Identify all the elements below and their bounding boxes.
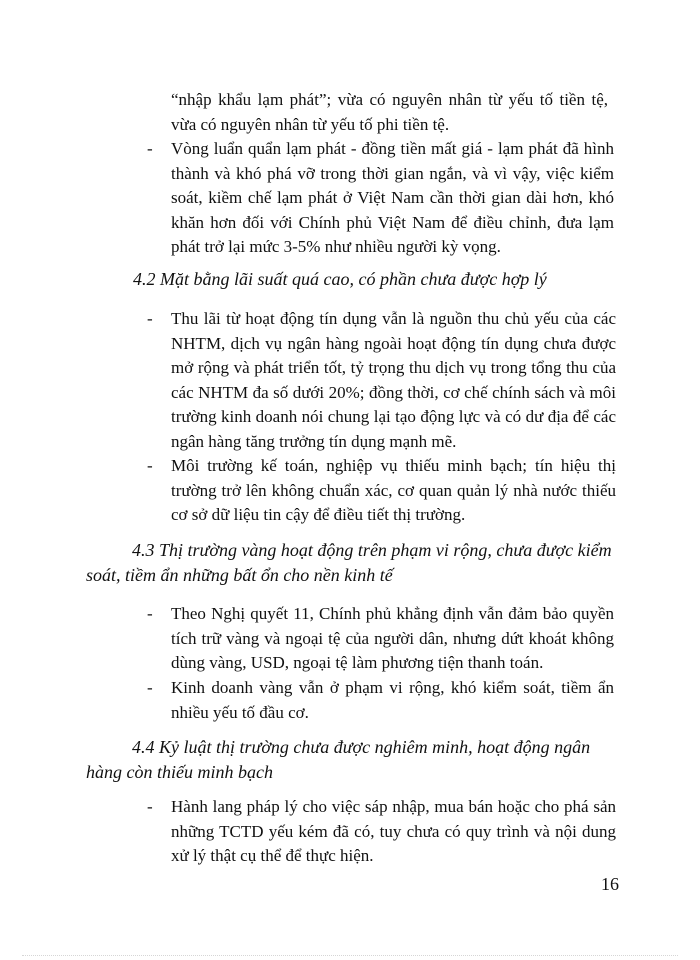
bullet-marker: -	[147, 456, 153, 475]
bullet-marker: -	[147, 678, 153, 697]
section-4-4-bullet-1: Hành lang pháp lý cho việc sáp nhập, mua bán hoặc cho phá sản những TCTD yếu kém đã có, tuy chưa có quy trình và nội dung xử lý thật cụ thể để thực hiện.	[171, 797, 616, 865]
section-4-2-bullet-1: Thu lãi từ hoạt động tín dụng vẫn là nguồn thu chủ yếu của các NHTM, dịch vụ ngân hàng ngoài hoạt động tín dụng chưa được mở rộng và phát triển tốt, tỷ trọng thu dịch vụ trong tổng thu của các NHTM đa số dưới 20%; đồng thời, cơ chế chính sách và môi trường kinh doanh nói chung lại tạo động lực và có dư địa để các ngân hàng tăng trưởng tín dụng mạnh mẽ.	[171, 309, 616, 451]
section-4-3-bullet-2: Kinh doanh vàng vẫn ở phạm vi rộng, khó kiểm soát, tiềm ẩn nhiều yếu tố đầu cơ.	[171, 678, 614, 722]
page-number: 16	[601, 874, 619, 894]
section-4-2-bullet-2: Môi trường kế toán, nghiệp vụ thiếu minh bạch; tín hiệu thị trường trở lên không chuẩn xác, cơ quan quản lý nhà nước thiếu cơ sở dữ liệu tin cậy để điều tiết thị trường.	[171, 456, 616, 524]
intro-continuation: “nhập khẩu lạm phát”; vừa có nguyên nhân từ yếu tố tiền tệ, vừa có nguyên nhân từ yếu tố phi tiền tệ.	[171, 90, 608, 134]
bullet-marker: -	[147, 309, 153, 328]
bottom-divider	[22, 955, 678, 956]
bullet-marker: -	[147, 797, 153, 816]
section-4-3-bullet-1: Theo Nghị quyết 11, Chính phủ khẳng định vẫn đảm bảo quyền tích trữ vàng và ngoại tệ của người dân, nhưng dứt khoát không dùng vàng, USD, ngoại tệ làm phương tiện thanh toán.	[171, 604, 614, 672]
intro-bullet-1: Vòng luẩn quẩn lạm phát - đồng tiền mất giá - lạm phát đã hình thành và khó phá vỡ trong thời gian ngắn, và vì vậy, việc kiểm soát, kiềm chế lạm phát ở Việt Nam cần thời gian dài hơn, khó khăn hơn đối với Chính phủ Việt Nam để điều chỉnh, đưa lạm phát trở lại mức 3-5% như nhiều người kỳ vọng.	[171, 139, 614, 256]
section-4-2-heading: 4.2 Mặt bằng lãi suất quá cao, có phần chưa được hợp lý	[133, 269, 547, 289]
section-4-3-heading: 4.3 Thị trường vàng hoạt động trên phạm vi rộng, chưa được kiểm soát, tiềm ẩn những bất ổn cho nền kinh tế	[86, 540, 612, 585]
bullet-marker: -	[147, 139, 153, 158]
section-4-4-heading: 4.4 Kỷ luật thị trường chưa được nghiêm minh, hoạt động ngân hàng còn thiếu minh bạch	[86, 737, 591, 782]
bullet-marker: -	[147, 604, 153, 623]
